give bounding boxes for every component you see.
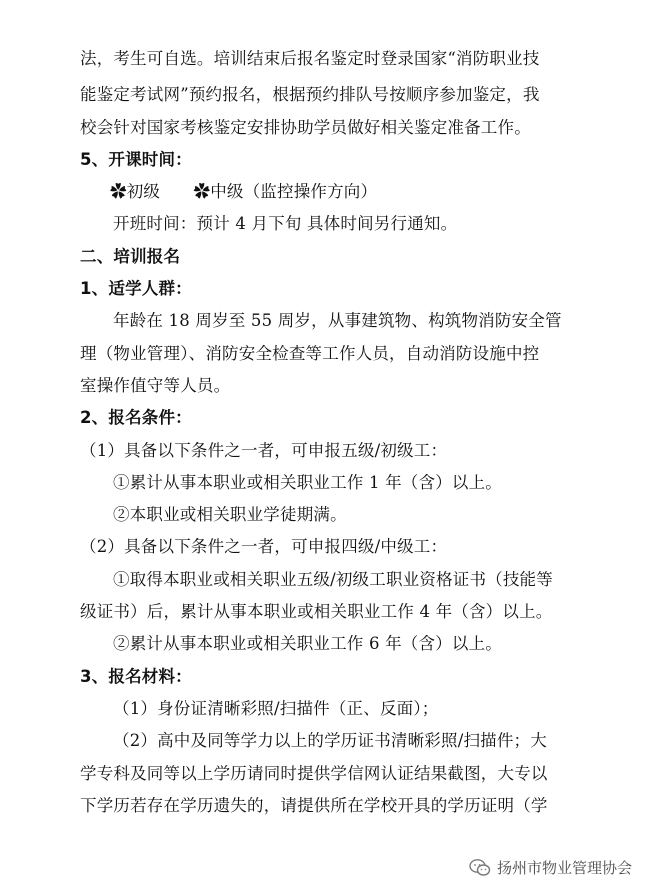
section-heading-requirements: 2、报名条件： xyxy=(80,408,192,427)
paragraph-line: 学专科及同等以上学历请同时提供学信网认证结果截图，大专以 xyxy=(80,764,548,783)
watermark xyxy=(469,857,632,878)
paragraph-line: 能鉴定考试网”预约报名，根据预约排队号按顺序参加鉴定，我 xyxy=(80,85,540,104)
material-item: （1）身份证清晰彩照/扫描件（正、反面）； xyxy=(113,699,439,718)
paragraph-line: 室操作值守等人员。 xyxy=(80,376,231,395)
paragraph-line: 法，考生可自选。培训结束后报名鉴定时登录国家“消防职业技 xyxy=(80,49,540,68)
paragraph-line: 校会针对国家考核鉴定安排协助学员做好相关鉴定准备工作。 xyxy=(80,118,531,137)
paragraph-line: 下学历若存在学历遗失的，请提供所在学校开具的学历证明（学 xyxy=(80,796,548,815)
class-start-time: 开班时间：预计 4 月下旬 具体时间另行通知。 xyxy=(113,214,458,233)
requirement-level4: （2）具备以下条件之一者，可申报四级/中级工： xyxy=(80,537,448,556)
section-heading-target-audience: 1、适学人群： xyxy=(80,279,192,298)
requirement-item: ②本职业或相关职业学徒期满。 xyxy=(113,505,347,524)
section-heading-materials: 3、报名材料： xyxy=(80,667,192,686)
paragraph-line: 年龄在 18 周岁至 55 周岁，从事建筑物、构筑物消防安全管 xyxy=(113,311,562,330)
material-item: （2）高中及同等学力以上的学历证书清晰彩照/扫描件；大 xyxy=(113,731,547,750)
watermark-text: 扬州市物业管理协会 xyxy=(496,859,632,877)
paragraph-line: 理（物业管理）、消防安全检查等工作人员，自动消防设施中控 xyxy=(80,344,540,363)
section-heading-start-time: 5、开课时间： xyxy=(80,150,192,169)
requirement-item: ①取得本职业或相关职业五级/初级工职业资格证书（技能等 xyxy=(113,570,553,589)
requirement-item: ①累计从事本职业或相关职业工作 1 年（含）以上。 xyxy=(113,473,502,492)
requirement-item: ②累计从事本职业或相关职业工作 6 年（含）以上。 xyxy=(113,634,502,653)
wechat-icon xyxy=(469,858,491,878)
section-heading-training-registration: 二、培训报名 xyxy=(80,247,181,266)
paragraph-line: 级证书）后，累计从事本职业或相关职业工作 4 年（含）以上。 xyxy=(80,602,553,621)
requirement-level5: （1）具备以下条件之一者，可申报五级/初级工： xyxy=(80,441,448,460)
level-options: ✿初级 ✿中级（监控操作方向） xyxy=(110,182,378,201)
